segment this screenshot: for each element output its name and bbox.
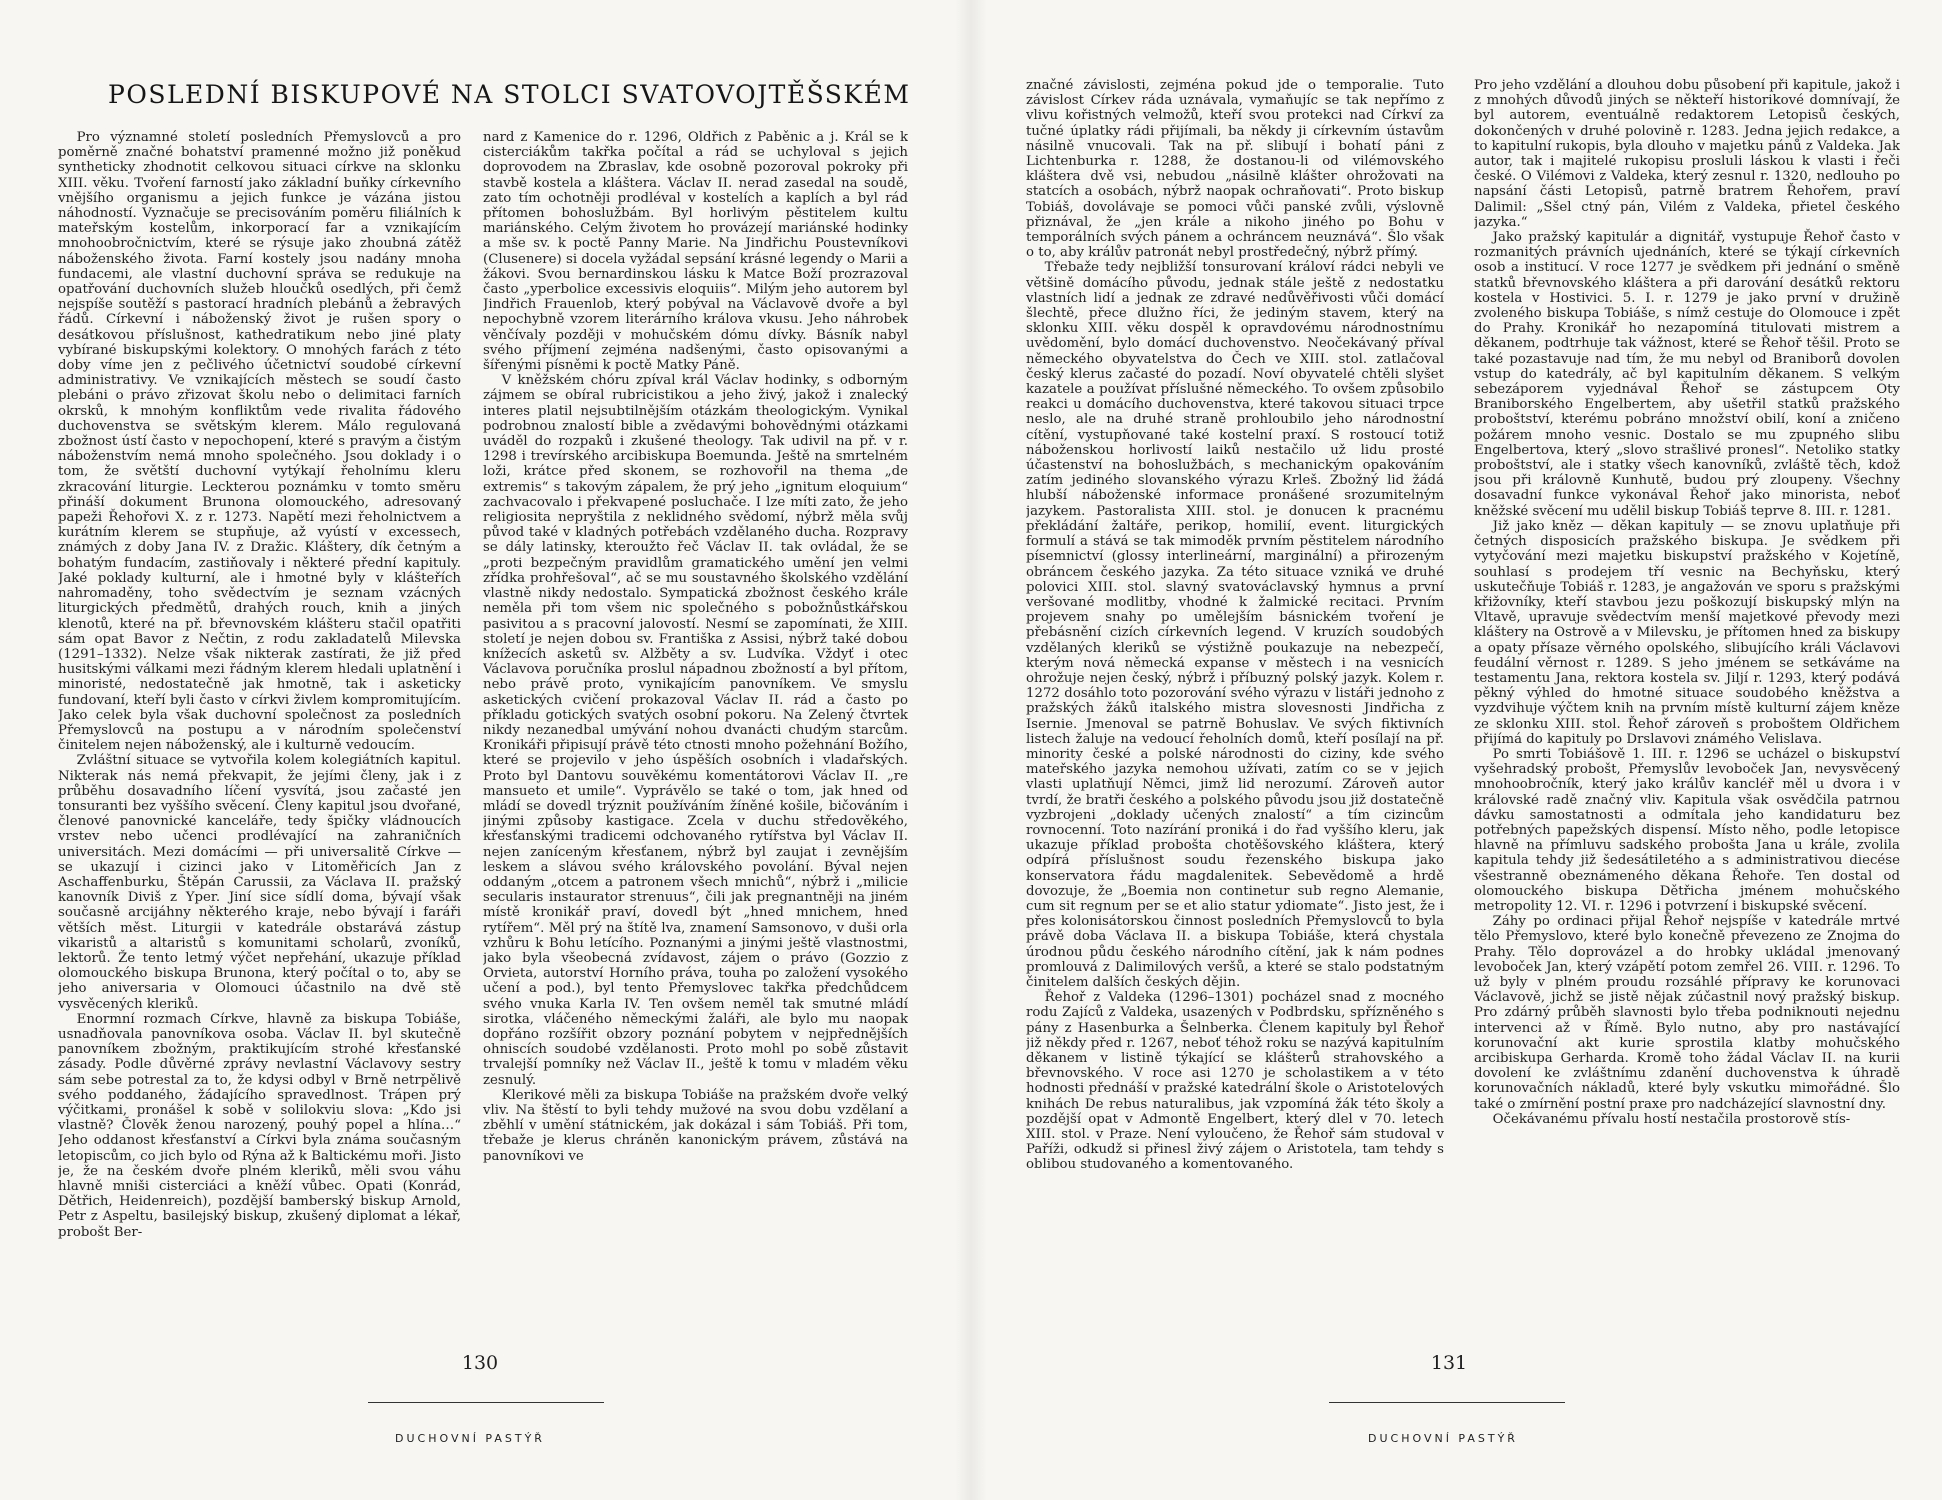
paragraph: Pro jeho vzdělání a dlouhou dobu působení při kapitule, jakož i z mnohých důvodů jiných se někteří historikové domnívají, že byl autorem, eventuálně redaktorem Letopisů českých, dokončených v druhé polovině r. 1283. Jedna jejich redakce, a to kapitulní rukopis, byla dlouho v majetku pánů z Valdeka. Jak autor, tak i majitelé rukopisu prosluli láskou k vlasti i řeči české. O Vilémovi z Valdeka, který zesnul r. 1320, nedlouho po napsání části Letopisů, patrně bratrem Řehořem, praví Dalimil: „Sšel ctný pán, Vilém z Valdeka, přietel českého jazyka.“ <box>1474 78 1900 230</box>
footer-rule <box>1329 1402 1565 1403</box>
paragraph: Řehoř z Valdeka (1296–1301) pocházel snad z mocného rodu Zajíců z Valdeka, usazených v Podbrdsku, spřízněného s pány z Hasenburka a Šelnberka. Členem kapituly byl Řehoř již někdy před r. 1267, neboť téhož roku se nazývá kapitulním děkanem v listině týkající se klášterů strahovského a břevnovského. V roce asi 1270 je scholastikem a v této hodnosti přednáší v pražské katedrální škole o Aristotelových knihách De rebus naturalibus, jak vzpomíná žák této školy a pozdější opat v Admontě Engelbert, který dlel v 70. letech XIII. stol. v Praze. Není vyloučeno, že Řehoř sám studoval v Paříži, odkudž si přinesl živý zájem o Aristotela, tam tehdy s oblibou studovaného a komentovaného. <box>1026 990 1444 1173</box>
running-footer: DUCHOVNÍ PASTÝŘ <box>395 1432 545 1445</box>
paragraph: Již jako kněz — děkan kapituly — se znovu uplatňuje při četných disposicích pražského biskupa. Je svědkem při vytyčování mezi majetku biskupství pražského v Kojetíně, souhlasí s prodejem tří vesnic na Bechyňsku, který uskutečňuje Tobiáš r. 1283, je angažován ve sporu s pražskými křižovníky, kteří stavbou jezu poškozují biskupský mlýn na Vltavě, upravuje svědectvím menší majetkové převody mezi kláštery na Ostrově a v Milevsku, je přítomen hned za biskupy a opaty přísaze věrného opolského, slibujícího králi Václavovi feudální věrnost r. 1289. S jeho jménem se setkáváme na testamentu Jana, rektora kostela sv. Jiljí r. 1293, který podává pěkný výhled do hmotné situace soudobého kněžstva a vyzdvihuje výčtem knih na prvním místě kulturní zájem kněze ze sklonku XIII. stol. Řehoř zároveň s proboštem Oldřichem přijímá do kapituly po Drslavovi známého Velislava. <box>1474 518 1900 747</box>
page-number: 130 <box>461 1352 499 1374</box>
paragraph: Třebaže tedy nejbližší tonsurovaní královí rádci nebyli ve většině domácího původu, jednak stále ještě z nedostatku vlastních lidí a jednak ze zdravé nedůvěřivosti vůči domácí šlechtě, přece dlužno říci, že jediným stavem, který na sklonku XIII. věku dospěl k opravdovému národnostnímu uvědomění, bylo domácí duchovenstvo. Neočekávaný příval německého obyvatelstva do Čech ve XIII. stol. zatlačoval český klerus začasté do pozadí. Noví obyvatelé chtěli slyšet kazatele a používat příslušné německého. To ovšem způsobilo reakci u domácího duchovenstva, které takovou situaci trpce neslo, ale na druhé straně prohloubilo jeho národnostní cítění, vystupňované také kostelní praxí. S rostoucí totiž náboženskou horlivostí laiků nestačilo už lidu prosté účastenství na bohoslužbách, s mechanickým opakováním zatím jediného slovanského výrazu Krleš. Zbožný lid žádá hlubší náboženské informace pronášené srozumitelným jazykem. Pastoralista XIII. stol. je donucen k pracnému překládání žaltáře, perikop, homilií, event. liturgických formulí a stává se tak mimoděk prvním pěstitelem národního písemnictví (glossy interlineární, marginální) a přirozeným obráncem českého jazyka. Za této situace vzniká ve druhé polovici XIII. stol. slavný svatováclavský hymnus a první veršované modlitby, vhodné k žalmické recitaci. Prvním projevem snahy po umělejším básnickém tvoření je přebásnění cizích církevních legend. V kruzích soudobých vzdělaných kleriků se výstižně poukazuje na nebezpečí, kterým nová německá expanse v městech i na vesnicích ohrožuje nejen český, nýbrž i příbuzný polský jazyk. Kolem r. 1272 dosáhlo toto pozorování svého výrazu v listáři jednoho z pražských žáků italského mistra slovesnosti Jindřicha z Isernie. Jmenoval se patrně Bohuslav. Ve svých fiktivních listech žaluje na vedoucí řeholních domů, kteří posílají na př. minority české a polské národnosti do ciziny, kde svého mateřského jazyka nemohou užívati, zatím co se v jejich vlasti uplatňují Němci, jimž lid nerozumí. Zároveň autor tvrdí, že bratři českého a polského původu jsou již dostatečně vyzbrojeni „doklady učených znalostí“ a tím cizincům rovnocenní. Toto nazírání proniká i do řad vyššího kleru, jak ukazuje příklad probošta chotěšovského kláštera, který odpírá příslušnost soudu řezenského biskupa jako konservatora řádu magdalenitek. Sebevědomě a hrdě dovozuje, že „Boemia non continetur sub regno Alemanie, cum sit regnum per se et alio statur ydiomate“. Jisto jest, že i přes kolonisátorskou činnost posledních Přemyslovců to byla právě doba Václava II. a biskupa Tobiáše, která chystala úrodnou půdu českého národního cítění, jak k nám podnes promlouvá z Dalimilových veršů, a které se stalo podstatným činitelem dalších českých dějin. <box>1026 260 1444 990</box>
paragraph: nard z Kamenice do r. 1296, Oldřich z Paběnic a j. Král se k cisterciákům takřka počítal a rád se uchyloval s jejich doprovodem na Zbraslav, kde osobně pozoroval pokroky při stavbě kostela a kláštera. Václav II. nerad zasedal na soudě, zato tím ochotněji prodléval v kostelích a kaplích a byl rád přítomen bohoslužbám. Byl horlivým pěstitelem kultu mariánského. Celým životem ho provázejí mariánské hodinky a mše sv. k poctě Panny Marie. Na Jindřichu Poustevníkovi (Clusenere) si docela vyžádal sepsání krásné legendy o Marii a žákovi. Svou bernardinskou lásku k Matce Boží prozrazoval často „yperbolice excessivis eloquiis“. Milým jeho autorem byl Jindřich Frauenlob, který pobýval na Václavově dvoře a byl nepochybně vzorem literárního králova vkusu. Jeho náhrobek věnčívaly později v mohučském dómu dívky. Básník nabyl svého příjmení zejména nadšenými, často opisovanými a šířenými písněmi k poctě Matky Páně. <box>483 130 908 374</box>
left-page-column-2 <box>483 130 908 1340</box>
paragraph: Záhy po ordinaci přijal Řehoř nejspíše v katedrále mrtvé tělo Přemyslovo, které bylo konečně převezeno ze Znojma do Prahy. Tělo doprovázel a do hrobky ukládal jmenovaný levoboček Jan, který vzápětí potom zemřel 26. VIII. r. 1296. To už byly v plném proudu rozsáhlé přípravy ke korunovaci Václavově, jichž se jistě nějak zúčastnil nový pražský biskup. Pro zdárný průběh slavnosti bylo třeba podniknouti nejednu intervenci až v Římě. Bylo nutno, aby pro nastávající korunovační akt kurie sprostila klatby mohučského arcibiskupa Gerharda. Kromě toho žádal Václav II. na kurii dovolení ke zvláštnímu zdanění duchovenstva k úhradě korunovačních nákladů, které byly vskutku mimořádné. Šlo také o zmírnění postní praxe pro nadcházející slavnostní dny. <box>1474 914 1900 1112</box>
paragraph: Jako pražský kapitulár a dignitář, vystupuje Řehoř často v rozmanitých právních ujednáních, které se týkají církevních osob a institucí. V roce 1277 je svědkem při jednání o směně statků břevnovského kláštera a při darování desátků rektoru kostela v Hostivici. 5. I. r. 1279 je jako první v družině zvoleného biskupa Tobiáše, s nímž cestuje do Olomouce i zpět do Prahy. Kronikář ho nezapomíná titulovati mistrem a děkanem, podtrhuje tak vážnost, které se Řehoř těšil. Proto se také pozastavuje nad tím, že mu nebyl od Braniborů dovolen vstup do katedrály, ač byl kapitulním děkanem. S velkým sebezáporem vyjednával Řehoř se zástupcem Oty Braniborského Engelbertem, aby ušetřil statků pražského proboštství, kterému pobráno množství obilí, koní a zničeno požárem mnoho vesnic. Dostalo se mu zpupného slibu Engelbertova, který „slovo strašlivé pronesl“. Netoliko statky proboštství, ale i statky všech kanovníků, zvláště těch, kdož jsou při královně Kunhutě, budou prý zloupeny. Všechny dosavadní funkce vykonával Řehoř jako minorista, neboť kněžské svěcení mu udělil biskup Tobiáš teprve 8. III. r. 1281. <box>1474 230 1900 519</box>
paragraph: Pro významné století posledních Přemyslovců a pro poměrně značné bohatství pramenné možno již poněkud syntheticky zhodnotit celkovou situaci církve na sklonku XIII. věku. Tvoření farností jako základní buňky církevního vnějšího organismu a jejich funkce je vázána jistou náhodností. Vyznačuje se precisováním poměru filiálních k mateřským kostelům, inkorporací far a vznikajícím mnohoobročnictvím, které se rýsuje jako zhoubná zátěž náboženského života. Farní kostely jsou nadány mnoha fundacemi, ale vlastní duchovní správa se redukuje na opatřování duchovních služeb hloučků osedlých, při čemž nejspíše soutěží s pastorací hradních plebánů a žebravých řádů. Církevní i náboženský život je rušen spory o desátkovou příslušnost, kathedratikum nebo jiné platy vybírané biskupskými kolektory. O mnohých farách z této doby víme jen z pečlivého účetnictví soudobé církevní administrativy. Ve vznikajících městech se soudí často plebáni o právo zřizovat školu nebo o delimitaci farních okrsků, k mnohým konfliktům vede rivalita řádového duchovenstva se světským klerem. Málo regulovaná zbožnost ústí často v nepochopení, které s pravým a čistým náboženstvím nemá mnoho společného. Jsou doklady i o tom, že světští duchovní vytýkají řeholnímu kleru zkracování liturgie. Leckterou poznámku v tomto směru přináší dokument Brunona olomouckého, adresovaný papeži Řehořovi X. z r. 1273. Napětí mezi řeholnictvem a kurátním klerem se stupňuje, až vyústí v excessech, známých z doby Jana IV. z Dražic. Kláštery, dík četným a bohatým fundacím, zastiňovaly i některé přední kapituly. Jaké poklady kulturní, ale i hmotné byly v klášteřích nahromaděny, toho svědectvím je seznam vzácných liturgických předmětů, drahých rouch, knih a jiných klenotů, které na př. břevnovském klášteru stačil opatřiti sám opat Bavor z Nečtin, z rodu zakladatelů Milevska (1291–1332). Nelze však nikterak zastírati, že již před husitskými válkami mezi řádným klerem hledali uplatnění i minoristé, nedostatečně jak hmotně, tak i asketicky fundovaní, kteří byli často v církvi živlem kompromitujícím. Jako celek byla však duchovní společnost za posledních Přemyslovců na postupu a v národním společenství činitelem nejen náboženský, ale i kulturně vedoucím. <box>58 130 461 754</box>
right-page <box>971 0 1942 1500</box>
running-footer: DUCHOVNÍ PASTÝŘ <box>1368 1432 1518 1445</box>
right-page-column-2 <box>1474 78 1900 1340</box>
paragraph: Klerikové měli za biskupa Tobiáše na pražském dvoře velký vliv. Na štěstí to byli tehdy mužové na svou dobu vzdělaní a zběhlí v umění státnickém, jak dokázal i sám Tobiáš. Při tom, třebaže je klerus chráněn kanonickým právem, zůstává na panovníkovi ve <box>483 1087 908 1164</box>
right-page-column-1 <box>1026 78 1444 1340</box>
left-page-column-1 <box>58 130 461 1340</box>
paragraph: Zvláštní situace se vytvořila kolem kolegiátních kapitul. Nikterak nás nemá překvapit, že jejími členy, jak i z průběhu dosavadního líčení vysvítá, jsou začasté jen tonsuranti bez vyššího svěcení. Členy kapitul jsou dvořané, členové panovnické kanceláře, tedy špičky vládnoucích vrstev nebo učenci prodlévající na zahraničních universitách. Mezi domácími — při universalitě Církve — se ukazují i cizinci jako v Litoměřicích Jan z Aschaffenburku, Štěpán Carussii, za Václava II. pražský kanovník Diviš z Yper. Jiní sice sídlí doma, bývají však současně arcijáhny některého kraje, nebo bývají i faráři větších měst. Liturgii v katedrále obstarává zástup vikaristů a altaristů s komunitami scholarů, zvoníků, lektorů. Že tento letmý výčet nepřehání, ukazuje příklad olomouckého biskupa Brunona, který počítal o to, aby se jeho aniversaria v Olomouci účastnilo na dvě stě vysvěcených kleriků. <box>58 753 461 1012</box>
paragraph: Po smrti Tobiášově 1. III. r. 1296 se ucházel o biskupství vyšehradský probošt, Přemyslův levoboček Jan, nevysvěcený mnohoobročník, který jako králův kancléř měl u dvora i v královské radě značný vliv. Kapitula však osvědčila patrnou dávku samostatnosti a odmítala jeho kandidaturu bez potřebných papežských dispensí. Místo něho, podle letopisce hlavně na přímluvu sadského probošta Jana u krále, zvolila kapitula tehdy již šedesátiletého a s administrativou diecése všestranně obeznámeného děkana Řehoře. Ten dostal od olomouckého biskupa Dětřicha jménem mohučského metropolity 12. VI. r. 1296 i potvrzení i biskupské svěcení. <box>1474 746 1900 914</box>
paragraph: Očekávanému přívalu hostí nestačila prostorově stís- <box>1492 1111 1851 1127</box>
page-number: 131 <box>1430 1352 1468 1374</box>
footer-rule <box>368 1402 604 1403</box>
paragraph: značné závislosti, zejména pokud jde o temporalie. Tuto závislost Církev ráda uznávala, vymaňujíc se tak nepřímo z vlivu kořistných velmožů, kteří svou protekci nad Církví za tučné úplatky rádi přijímali, ba někdy ji církevním ústavům násilně vnucovali. Tak na př. slibují i bohatí páni z Lichtenburka r. 1288, že dostanou-li od vilémovského kláštera dvě vsi, nebudou „násilně klášter ohrožovati na statcích a osobách, nýbrž naopak ochraňovati“. Proto biskup Tobiáš, dovolávaje se pomoci vůči panské zvůli, výslovně přiznával, že „jen krále a nikoho jiného po Bohu v temporálních svých pánem a ochráncem neuznává“. Šlo však o to, aby králův patronát nebyl prostředečný, nýbrž přímý. <box>1026 78 1444 261</box>
paragraph: V kněžském chóru zpíval král Václav hodinky, s odborným zájmem se obíral rubricistikou a jeho živý, jakož i znalecký interes platil nejsubtilnějším otázkám theologickým. Vynikal podrobnou znalostí bible a zvědavými bohovědnými otázkami uváděl do rozpaků i zkušené theology. Tak udivil na př. v r. 1298 i trevírského arcibiskupa Boemunda. Ještě na smrtelném loži, krátce před skonem, se rozhovořil na thema „de extremis“ s takovým zápalem, že prý jeho „ignitum eloquium“ zachvacovalo i překvapené posluchače. I lze míti zato, že jeho religiosita nepryštila z neklidného svědomí, nýbrž měla svůj původ také v kladných potřebách vzdělaného ducha. Rozpravy se dály latinsky, kteroužto řeč Václav II. tak ovládal, že se „proti bezpečným pravidlům gramatického umění jen velmi zřídka prohřešoval“, ač se mu soustavného školského vzdělání vlastně nikdy nedostalo. Sympatická zbožnost českého krále neměla při tom všem nic společného s pobožnůstkářskou pasivitou a s pracovní jalovostí. Nesmí se zapomínati, že XIII. století je nejen dobou sv. Františka z Assisi, nýbrž také dobou knížecích asketů sv. Alžběty a sv. Ludvíka. Vždyť i otec Václavova poručníka proslul nápadnou zbožností a byl přítom, nebo právě proto, vynikajícím panovníkem. Ve smyslu asketických cvičení prokazoval Václav II. rád a často po příkladu gotických svatých osobní pokoru. Na Zelený čtvrtek nikdy nezanedbal umývání nohou dvanácti chudým starcům. Kronikáři připisují právě této ctnosti mnoho požehnání Božího, které se projevilo v jeho úspěších osobních i vladařských. Proto byl Dantovu souvěkému komentátorovi Václav II. „re mansueto et umile“. Vyprávělo se také o tom, jak hned od mládí se dovedl trýznit používáním žíněné košile, bičováním i jinými způsoby kastigace. Zcela v duchu středověkého, křesťanskými tradicemi odchovaného rytířstva byl Václav II. nejen zaníceným křesťanem, nýbrž byl zaujat i zevnějším leskem a slávou svého královského povolání. Býval nejen oddaným „otcem a patronem všech mnichů“, nýbrž i „milicie secularis instaurator strenuus“, čili jak pregnantněji na jiném místě kronikář praví, dovedl být „hned mnichem, hned rytířem“. Měl prý na štítě lva, znamení Samsonovo, v duši orla vzhůru k Bohu letícího. Poznanými a jinými ještě vlastnostmi, jako byla všeobecná zvídavost, zájem o právo (Gozzio z Orvieta, autorství Horního práva, touha po založení vysokého učení a pod.), byl tento Přemyslovec takřka předchůdcem svého vnuka Karla IV. Ten ovšem neměl tak smutné mládí sirotka, vláčeného německými žaláři, ale bylo mu naopak dopřáno rozšířit obzory poznání pobytem v nejpřednějších ohniscích soudobé vzdělanosti. Proto mohl po sobě zůstavit trvalejší pomníky než Václav II., ještě k tomu v mladém věku zesnulý. <box>483 373 908 1088</box>
paragraph: Enormní rozmach Církve, hlavně za biskupa Tobiáše, usnadňovala panovníkova osoba. Václav II. byl skutečně panovníkem zbožným, praktikujícím strohé křesťanské zásady. Podle důvěrné zprávy nevlastní Václavovy sestry sám sebe potrestal za to, že kdysi odbyl v Brně netrpělivě svého poddaného, žádajícího spravedlnost. Trápen prý výčitkami, pronášel k sobě v solilokviu slova: „Kdo jsi vlastně? Člověk ženou narozený, pouhý popel a hlína…“ Jeho oddanost křesťanství a Církvi byla známa současným letopiscům, co jich bylo od Rýna až k Baltickému moři. Jisto je, že na českém dvoře plném kleriků, měli svou váhu hlavně mniši cisterciáci a kněží vůbec. Opati (Konrád, Dětřich, Heidenreich), pozdější bamberský biskup Arnold, Petr z Aspeltu, basilejský biskup, zkušený diplomat a lékař, probošt Ber- <box>58 1011 461 1240</box>
article-title: POSLEDNÍ BISKUPOVÉ NA STOLCI SVATOVOJTĚŠSKÉM <box>108 80 911 109</box>
